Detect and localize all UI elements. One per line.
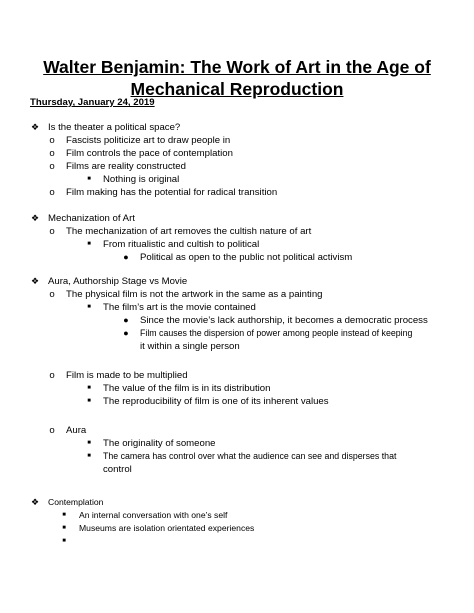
diamond-bullet-icon: ❖	[30, 276, 40, 286]
list-item: Contemplation	[48, 497, 104, 507]
dot-bullet-icon: ●	[123, 315, 129, 325]
list-item-continuation: it within a single person	[140, 341, 240, 352]
list-item: Mechanization of Art	[48, 213, 135, 224]
list-item: Nothing is original	[103, 174, 180, 185]
square-bullet-icon: ■	[62, 525, 66, 531]
list-item: The physical film is not the artwork in the same as a painting	[66, 289, 323, 300]
list-item: The reproducibility of film is one of its inherent values	[103, 396, 329, 407]
list-item: Aura, Authorship Stage vs Movie	[48, 276, 188, 287]
square-bullet-icon: ■	[87, 304, 91, 310]
list-item: Film making has the potential for radical transition	[66, 187, 278, 198]
list-item: The originality of someone	[103, 438, 216, 449]
list-item: An internal conversation with one’s self	[79, 510, 228, 520]
title-line-1: Walter Benjamin: The Work of Art in the Age of	[43, 57, 431, 77]
list-item: Film controls the pace of contemplation	[66, 148, 233, 159]
diamond-bullet-icon: ❖	[30, 213, 40, 223]
page-title	[0, 56, 474, 100]
list-item: Aura	[66, 425, 87, 436]
circle-bullet-icon: o	[49, 226, 55, 237]
square-bullet-icon: ■	[87, 440, 91, 446]
diamond-bullet-icon: ❖	[30, 122, 40, 132]
title-line-2: Mechanical Reproduction	[130, 79, 344, 99]
list-item: Is the theater a political space?	[48, 122, 181, 133]
list-item: The film’s art is the movie contained	[103, 302, 256, 313]
dot-bullet-icon: ●	[123, 252, 129, 262]
list-item: The mechanization of art removes the cultish nature of art	[66, 226, 312, 237]
list-item: Since the movie’s lack authorship, it becomes a democratic process	[140, 315, 428, 326]
square-bullet-icon: ■	[62, 538, 66, 544]
dot-bullet-icon: ●	[123, 328, 129, 338]
square-bullet-icon: ■	[87, 398, 91, 404]
square-bullet-icon: ■	[62, 512, 66, 518]
circle-bullet-icon: o	[49, 148, 55, 159]
list-item: Film causes the dispersion of power among people instead of keeping	[140, 328, 413, 338]
circle-bullet-icon: o	[49, 289, 55, 300]
list-item: From ritualistic and cultish to political	[103, 239, 260, 250]
list-item: Film is made to be multiplied	[66, 370, 188, 381]
diamond-bullet-icon: ❖	[30, 497, 40, 507]
list-item: Political as open to the public not political activism	[140, 252, 353, 263]
square-bullet-icon: ■	[87, 385, 91, 391]
list-item: Museums are isolation orientated experiences	[79, 523, 255, 533]
list-item: The value of the film is in its distribution	[103, 383, 271, 394]
square-bullet-icon: ■	[87, 176, 91, 182]
square-bullet-icon: ■	[87, 241, 91, 247]
circle-bullet-icon: o	[49, 135, 55, 146]
list-item: Fascists politicize art to draw people in	[66, 135, 231, 146]
circle-bullet-icon: o	[49, 187, 55, 198]
list-item: Films are reality constructed	[66, 161, 186, 172]
square-bullet-icon: ■	[87, 453, 91, 459]
circle-bullet-icon: o	[49, 425, 55, 436]
date-heading: Thursday, January 24, 2019	[30, 97, 155, 108]
list-item-continuation: control	[103, 464, 132, 475]
circle-bullet-icon: o	[49, 370, 55, 381]
circle-bullet-icon: o	[49, 161, 55, 172]
list-item: The camera has control over what the audience can see and disperses that	[103, 451, 397, 461]
